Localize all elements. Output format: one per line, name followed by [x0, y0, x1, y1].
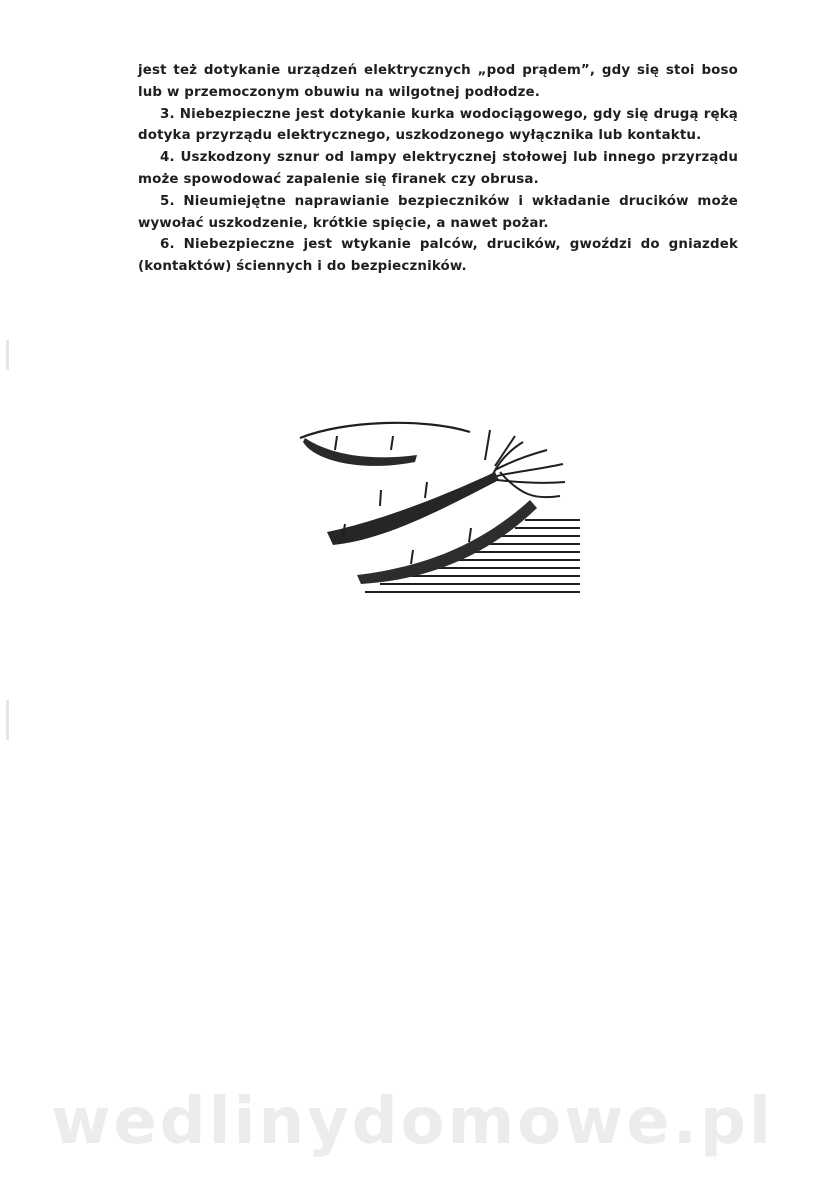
paragraph-item-3: 3. Niebezpieczne jest dotykanie kurka wodociągowego, gdy się drugą ręką dotyka przyrządu elektrycznego, uszkodzonego wyłącznika lub kontaktu. [138, 106, 738, 144]
paragraph-item-5: 5. Nieumiejętne naprawianie bezpieczników i wkładanie drucików może wywołać uszkodzenie, krótkie spięcie, a nawet pożar. [138, 193, 738, 231]
lower-cord-segment [357, 500, 537, 584]
paragraph-item-6: 6. Niebezpieczne jest wtykanie palców, drucików, gwoździ do gniazdek (kontaktów) ściennych i do bezpieczników. [138, 237, 738, 275]
frayed-wire-ends [485, 430, 565, 497]
paragraph-item-4: 4. Uszkodzony sznur od lampy elektrycznej stołowej lub innego przyrządu może spowodować zapalenie się firanek czy obrusa. [138, 150, 738, 187]
upper-cord-segment [300, 423, 470, 466]
illustration-svg [285, 400, 595, 610]
electrical-cord-illustration [285, 400, 595, 610]
floor-hatching [365, 520, 580, 592]
scan-edge-mark [6, 340, 9, 370]
scan-edge-mark [6, 700, 9, 740]
body-text [138, 60, 738, 278]
paragraph-continuation: jest też dotykanie urządzeń elektrycznych „pod prądem”, gdy się stoi boso lub w przemoczonym obuwiu na wilgotnej podłodze. [138, 63, 738, 100]
watermark-text: wedlinydomowe.pl [51, 1085, 774, 1159]
middle-cord-segment [327, 472, 499, 545]
